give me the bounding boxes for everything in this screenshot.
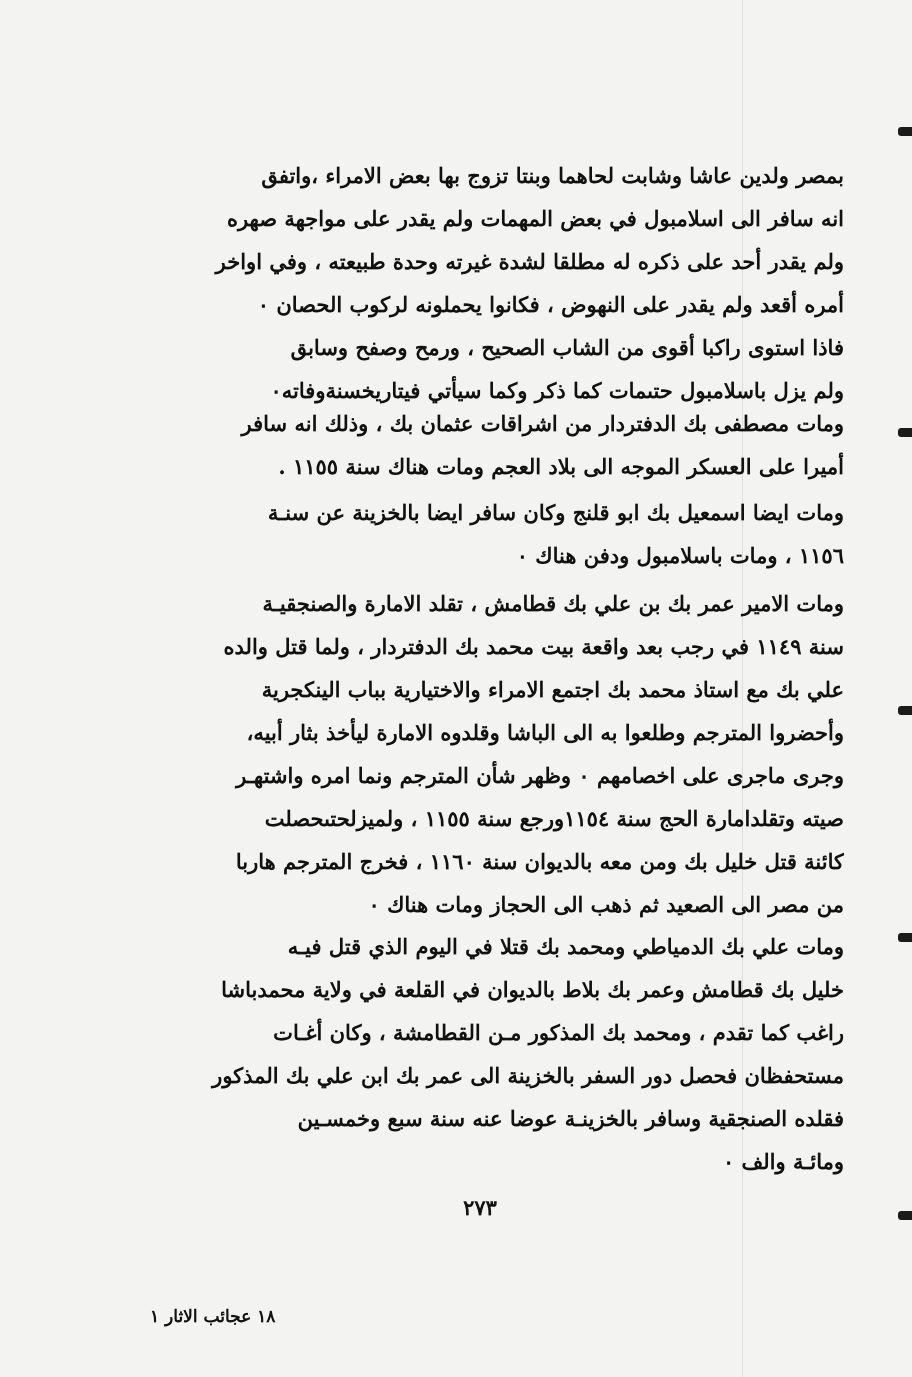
paragraph-2	[112, 402, 844, 488]
text-line: أميرا على العسكر الموجه الى بلاد العجم ومات هناك سنة ١١٥٥ .	[278, 454, 844, 479]
text-line: ١١٥٦ ، ومات باسلامبول ودفن هناك ٠	[516, 543, 844, 568]
text-line: ومات مصطفى بك الدفتردار من اشراقات عثمان بك ، وذلك انه سافر	[241, 411, 844, 436]
text-line: خليل بك قطامش وعمر بك بلاط بالديوان في القلعة في ولاية محمدباشا	[221, 977, 844, 1002]
text-line: صيته وتقلدامارة الحج سنة ١١٥٤ورجع سنة ١١٥٥ ، ولميزلحتىحصلت	[264, 806, 844, 831]
text-line: سنة ١١٤٩ في رجب بعد واقعة بيت محمد بك الدفتردار ، ولما قتل والده	[223, 634, 844, 659]
binding-edge-mark	[898, 428, 912, 437]
paragraph-4	[112, 582, 844, 926]
binding-edge-mark	[898, 706, 912, 715]
text-line: أمره أقعد ولم يقدر على النهوض ، فكانوا يحملونه لركوب الحصان ٠	[257, 292, 844, 317]
page-number: ٢٧٣	[463, 1195, 497, 1220]
paragraph-1	[112, 154, 844, 412]
text-line: مستحفظان فحصل دور السفر بالخزينة الى عمر بك ابن علي بك المذكور	[212, 1063, 844, 1088]
binding-edge-mark	[898, 933, 912, 942]
binding-edge-mark	[898, 127, 912, 136]
printer-signature: ١٨ عجائب الاثار ١	[150, 1307, 276, 1327]
binding-edge-mark	[898, 1211, 912, 1220]
text-line: ولم يزل باسلامبول حتىمات كما ذكر وكما سيأتي فيتاريخسنةوفاته٠	[270, 378, 844, 403]
text-line: ولم يقدر أحد على ذكره له مطلقا لشدة غيرته وحدة طبيعته ، وفي اواخر	[215, 249, 844, 274]
text-line: بمصر ولدين عاشا وشابت لحاهما وبنتا تزوج بها بعض الامراء ،واتفق	[261, 163, 844, 188]
text-line: علي بك مع استاذ محمد بك اجتمع الامراء والاختيارية بباب الينكجرية	[261, 677, 844, 702]
text-line: وجرى ماجرى على اخصامهم ٠ وظهر شأن المترجم ونما امره واشتهـر	[236, 763, 844, 788]
text-line: من مصر الى الصعيد ثم ذهب الى الحجاز ومات هناك ٠	[368, 892, 844, 917]
text-line: انه سافر الى اسلامبول في بعض المهمات ولم يقدر على مواجهة صهره	[226, 206, 844, 231]
paragraph-5	[112, 925, 844, 1183]
text-line: كائنة قتل خليل بك ومن معه بالديوان سنة ١١٦٠ ، فخرج المترجم هاربا	[235, 849, 844, 874]
text-line: وأحضروا المترجم وطلعوا به الى الباشا وقلدوه الامارة ليأخذ بثار أبيه،	[246, 720, 844, 745]
text-line: ومات علي بك الدمياطي ومحمد بك قتلا في اليوم الذي قتل فيـه	[287, 934, 844, 959]
text-line: فقلده الصنجقية وسافر بالخزينـة عوضا عنه سنة سبع وخمسـين	[297, 1106, 844, 1131]
text-line: فاذا استوى راكبا أقوى من الشاب الصحيح ، ورمح وصفح وسابق	[290, 335, 844, 360]
text-line: ومات ايضا اسمعيل بك ابو قلنج وكان سافر ايضا بالخزينة عن سنـة	[267, 500, 844, 525]
text-line: راغب كما تقدم ، ومحمد بك المذكور مـن القطامشة ، وكان أغـات	[273, 1020, 844, 1045]
paragraph-3	[112, 491, 844, 577]
text-line: ومائـة والف ٠	[722, 1149, 844, 1174]
text-line: ومات الامير عمر بك بن علي بك قطامش ، تقلد الامارة والصنجقيـة	[262, 591, 844, 616]
